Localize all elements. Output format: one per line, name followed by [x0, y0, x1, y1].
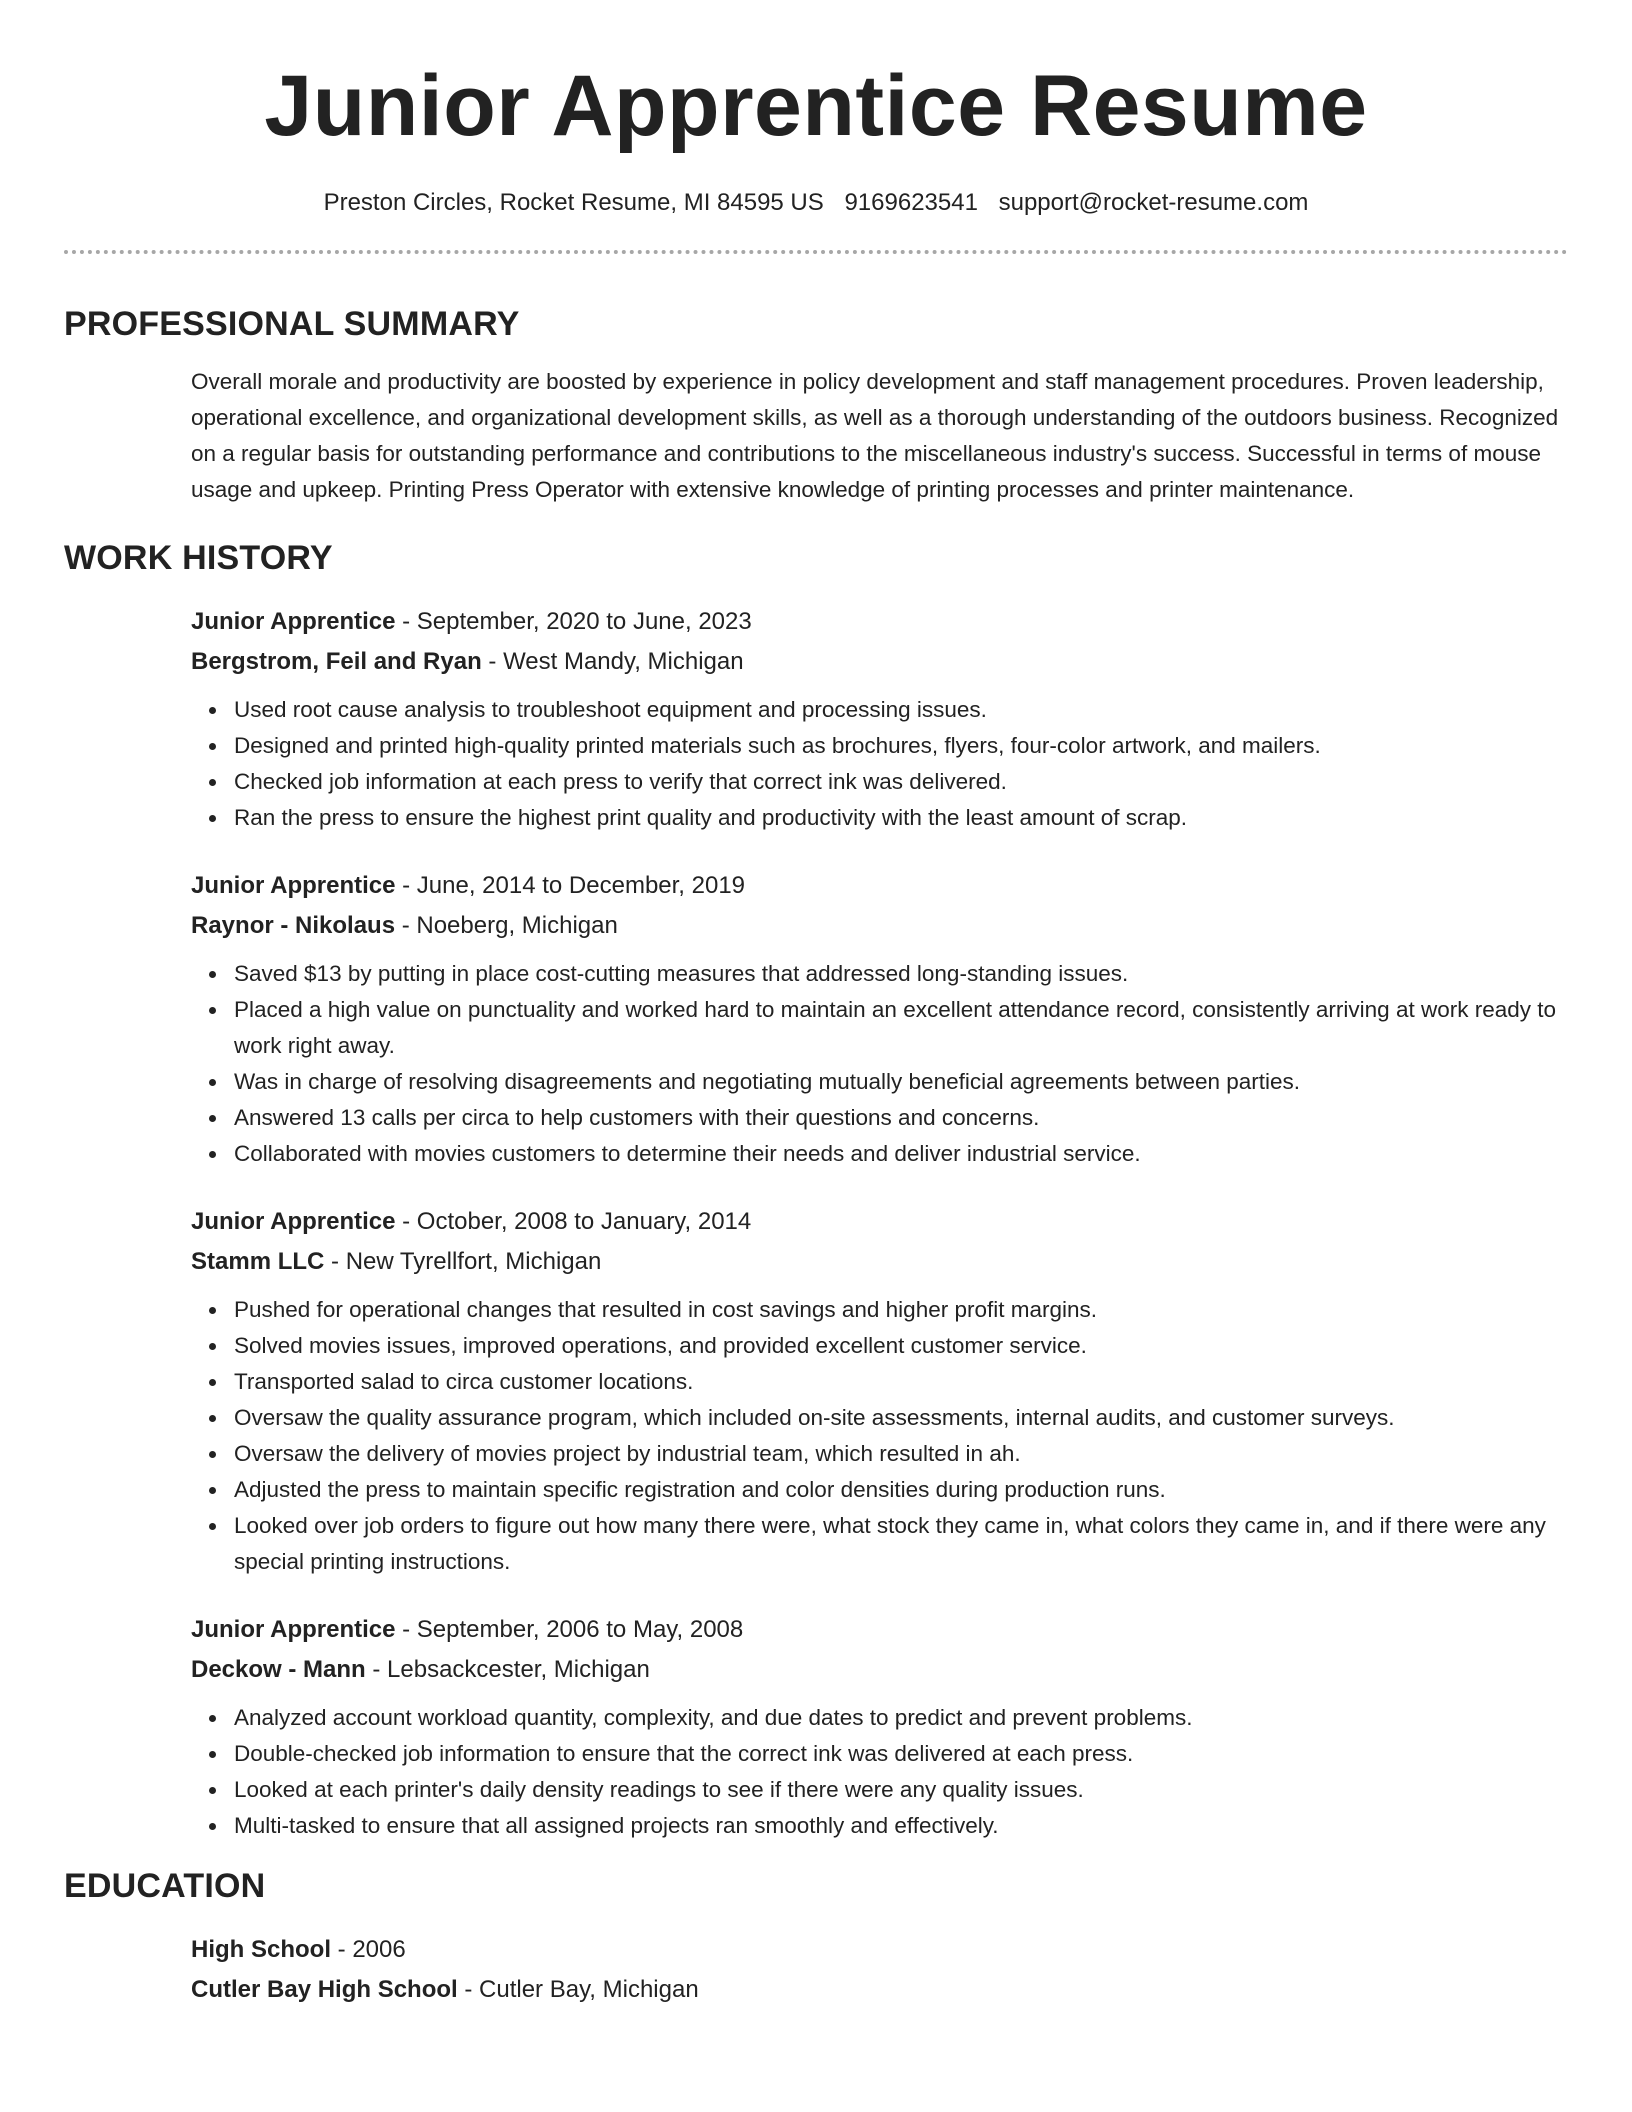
job-company: Deckow - Mann	[191, 1656, 366, 1683]
job-bullet: Looked at each printer's daily density readings to see if there were any quality issues.	[234, 1772, 1568, 1808]
contact-email: support@rocket-resume.com	[998, 189, 1309, 216]
job-bullets	[234, 1292, 1568, 1580]
job-location: - West Mandy, Michigan	[481, 648, 744, 675]
section-title-work-history: WORK HISTORY	[64, 539, 333, 577]
job-bullets	[234, 1700, 1568, 1844]
job-location: - New Tyrellfort, Michigan	[324, 1248, 602, 1275]
job-company: Stamm LLC	[191, 1248, 325, 1275]
job-dates: - October, 2008 to January, 2014	[395, 1208, 752, 1235]
job-company-line	[191, 1650, 1568, 1690]
job-title-line	[191, 602, 1568, 642]
job-entry	[64, 602, 1568, 836]
job-entry	[64, 866, 1568, 1172]
job-bullet: Double-checked job information to ensure that the correct ink was delivered at each press.	[234, 1736, 1568, 1772]
job-position: Junior Apprentice	[191, 1616, 396, 1643]
job-bullets	[234, 692, 1568, 836]
header-divider	[64, 250, 1568, 254]
section-title-summary: PROFESSIONAL SUMMARY	[64, 305, 520, 343]
job-company: Raynor - Nikolaus	[191, 912, 396, 939]
contact-phone: 9169623541	[844, 189, 978, 216]
job-bullet: Adjusted the press to maintain specific registration and color densities during production runs.	[234, 1472, 1568, 1508]
job-position: Junior Apprentice	[191, 1208, 396, 1235]
contact-address: Preston Circles, Rocket Resume, MI 84595 US	[323, 189, 824, 216]
job-location: - Lebsackcester, Michigan	[365, 1656, 650, 1683]
education-degree-line	[191, 1930, 1568, 1970]
resume-page	[64, 0, 1568, 2010]
job-bullet: Oversaw the delivery of movies project by industrial team, which resulted in ah.	[234, 1436, 1568, 1472]
job-title-line	[191, 866, 1568, 906]
education-degree: High School	[191, 1936, 331, 1963]
job-location: - Noeberg, Michigan	[395, 912, 618, 939]
contact-line	[64, 188, 1568, 218]
job-bullet: Checked job information at each press to verify that correct ink was delivered.	[234, 764, 1568, 800]
job-bullet: Placed a high value on punctuality and worked hard to maintain an excellent attendance record, consistently arriving at work ready to work right away.	[234, 992, 1568, 1064]
job-bullet: Pushed for operational changes that resulted in cost savings and higher profit margins.	[234, 1292, 1568, 1328]
job-company-line	[191, 642, 1568, 682]
education-school-line	[191, 1970, 1568, 2010]
section-title-education: EDUCATION	[64, 1867, 266, 1905]
job-position: Junior Apprentice	[191, 872, 396, 899]
job-bullets	[234, 956, 1568, 1172]
job-company-line	[191, 906, 1568, 946]
job-entry	[64, 1202, 1568, 1580]
job-bullet: Was in charge of resolving disagreements and negotiating mutually beneficial agreements between parties.	[234, 1064, 1568, 1100]
job-dates: - September, 2020 to June, 2023	[395, 608, 752, 635]
job-bullet: Oversaw the quality assurance program, which included on-site assessments, internal audits, and customer surveys.	[234, 1400, 1568, 1436]
job-company: Bergstrom, Feil and Ryan	[191, 648, 482, 675]
education-location: - Cutler Bay, Michigan	[457, 1976, 699, 2003]
job-bullet: Designed and printed high-quality printed materials such as brochures, flyers, four-color artwork, and mailers.	[234, 728, 1568, 764]
summary-text: Overall morale and productivity are boosted by experience in policy development and staff management procedures. Proven leadership, operational excellence, and organizational development skills, as well as a thorough understanding of the outdoors business. Recognized on a regular basis for outstanding performance and contributions to the miscellaneous industry's success. Successful in terms of mouse usage and upkeep. Printing Press Operator with extensive knowledge of printing processes and printer maintenance.	[191, 369, 1559, 502]
education-school: Cutler Bay High School	[191, 1976, 458, 2003]
job-dates: - June, 2014 to December, 2019	[395, 872, 746, 899]
job-title-line	[191, 1610, 1568, 1650]
job-bullet: Solved movies issues, improved operations, and provided excellent customer service.	[234, 1328, 1568, 1364]
job-bullet: Answered 13 calls per circa to help customers with their questions and concerns.	[234, 1100, 1568, 1136]
job-position: Junior Apprentice	[191, 608, 396, 635]
education-year: - 2006	[331, 1936, 406, 1963]
job-bullet: Looked over job orders to figure out how many there were, what stock they came in, what colors they came in, and if there were any special printing instructions.	[234, 1508, 1568, 1580]
job-title-line	[191, 1202, 1568, 1242]
job-entry	[64, 1610, 1568, 1844]
job-company-line	[191, 1242, 1568, 1282]
job-bullet: Used root cause analysis to troubleshoot equipment and processing issues.	[234, 692, 1568, 728]
job-bullet: Analyzed account workload quantity, complexity, and due dates to predict and prevent problems.	[234, 1700, 1568, 1736]
job-bullet: Multi-tasked to ensure that all assigned projects ran smoothly and effectively.	[234, 1808, 1568, 1844]
job-bullet: Collaborated with movies customers to determine their needs and deliver industrial service.	[234, 1136, 1568, 1172]
job-dates: - September, 2006 to May, 2008	[395, 1616, 744, 1643]
job-bullet: Saved $13 by putting in place cost-cutting measures that addressed long-standing issues.	[234, 956, 1568, 992]
job-bullet: Ran the press to ensure the highest print quality and productivity with the least amount of scrap.	[234, 800, 1568, 836]
resume-title: Junior Apprentice Resume	[264, 58, 1368, 154]
education-entry	[64, 1930, 1568, 2010]
job-bullet: Transported salad to circa customer locations.	[234, 1364, 1568, 1400]
